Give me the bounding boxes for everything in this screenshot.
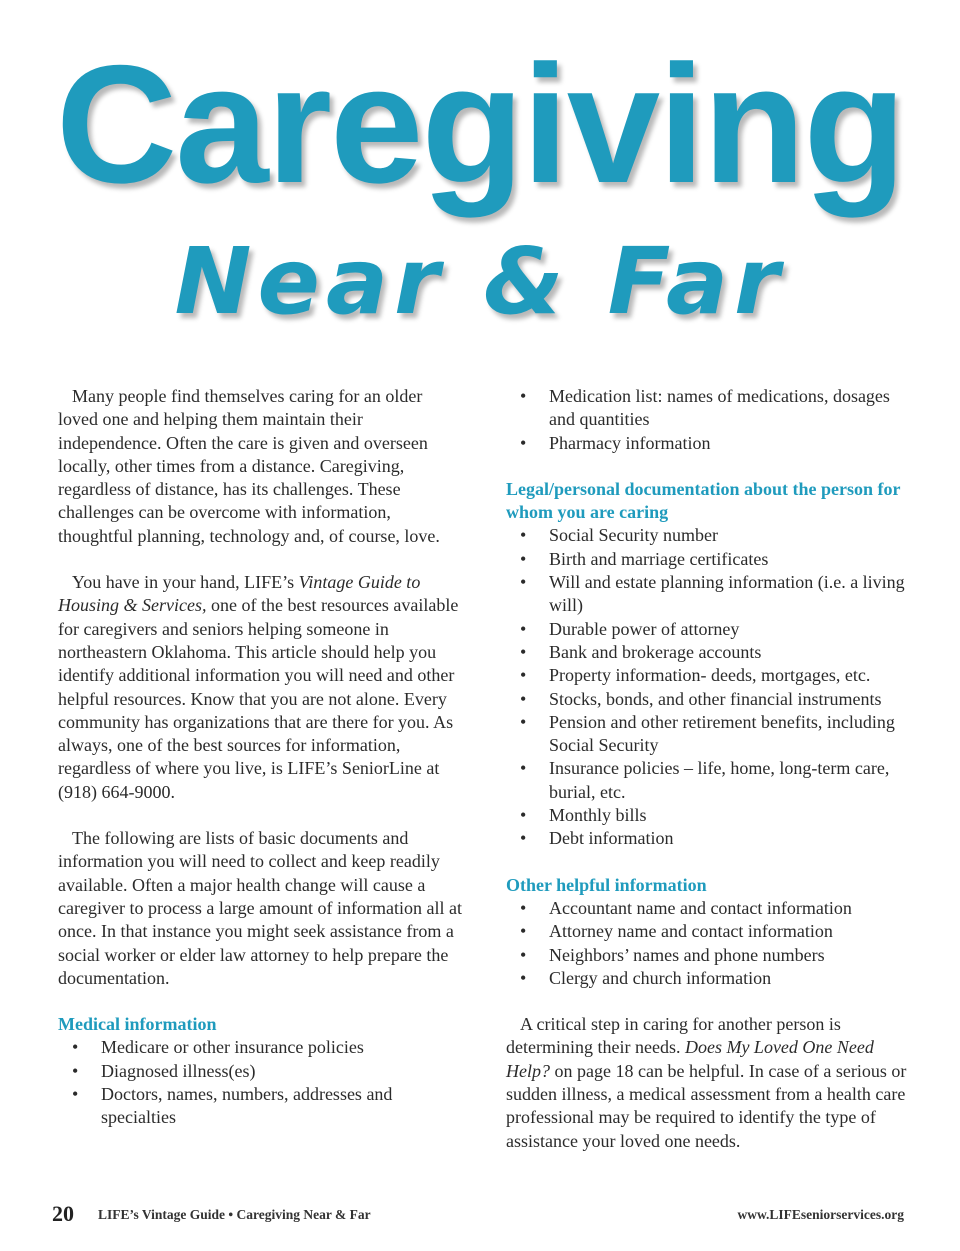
list-item: • Medicare or other insurance policies: [58, 1036, 463, 1059]
other-heading: Other helpful information: [506, 874, 707, 895]
other-list: [506, 897, 911, 990]
resource-paragraph-start: You have in your hand, LIFE’s: [72, 572, 299, 593]
page-number: 20: [52, 1201, 74, 1226]
list-item: • Stocks, bonds, and other financial instruments: [506, 688, 911, 711]
legal-heading: Legal/personal documentation about the person for whom you are caring: [506, 478, 901, 523]
resource-paragraph-end: one of the best resources available for caregivers and seniors helping someone in northeastern Oklahoma. This article should help you identify additional information you will need and other helpful resources. Know that you are not alone. Every community has organizations that are there for you. As always, one of the best sources for information, regardless of where you live, is LIFE’s SeniorLine at (918) 664-9000.: [58, 595, 459, 802]
footer-guide-title: LIFE’s Vintage Guide • Caregiving Near & Far: [98, 1207, 371, 1222]
page-footer: [52, 1201, 904, 1231]
right-column: [506, 385, 911, 1176]
intro-paragraph: Many people find themselves caring for an older loved one and helping them maintain their independence. Often the care is given and overseen locally, other times from a distance. Caregiving, regardless of distance, has its challenges. These challenges can be overcome with information, thoughtful planning, technology and, of course, love.: [58, 386, 440, 546]
list-item: • Neighbors’ names and phone numbers: [506, 944, 911, 967]
list-item: • Pension and other retirement benefits, including Social Security: [506, 711, 911, 758]
resource-paragraph: [58, 571, 463, 804]
page-subtitle: Near & Far: [174, 228, 786, 335]
closing-paragraph: [506, 1013, 911, 1153]
list-item: • Monthly bills: [506, 804, 911, 827]
list-item: • Doctors, names, numbers, addresses and specialties: [58, 1083, 463, 1130]
list-item: • Diagnosed illness(es): [58, 1060, 463, 1083]
medical-list-continued: [506, 385, 911, 455]
footer-website: www.LIFEseniorservices.org: [737, 1207, 904, 1222]
list-item: • Social Security number: [506, 524, 911, 547]
left-column: [58, 385, 463, 1153]
list-item: • Durable power of attorney: [506, 618, 911, 641]
legal-list: [506, 524, 911, 850]
list-item: • Medication list: names of medications, dosages and quantities: [506, 385, 911, 432]
list-item: • Birth and marriage certificates: [506, 548, 911, 571]
closing-paragraph-start: A critical step in caring for another person is determining their needs.: [506, 1014, 841, 1058]
list-item: • Property information- deeds, mortgages, etc.: [506, 664, 911, 687]
article-title-italic: Does My Loved One Need Help?: [506, 1037, 874, 1081]
medical-heading: Medical information: [58, 1014, 217, 1035]
list-item: • Pharmacy information: [506, 432, 911, 455]
documents-paragraph: The following are lists of basic documents and information you will need to collect and keep readily available. Often a major health change will cause a caregiver to process a large amount of information all at once. In that instance you might seek assistance from a social worker or elder law attorney to help prepare the documentation.: [58, 828, 463, 988]
list-item: • Accountant name and contact information: [506, 897, 911, 920]
list-item: • Insurance policies – life, home, long-term care, burial, etc.: [506, 757, 911, 804]
list-item: • Bank and brokerage accounts: [506, 641, 911, 664]
closing-paragraph-end: on page 18 can be helpful. In case of a serious or sudden illness, a medical assessment from a health care professional may be required to identify the type of assistance your loved one needs.: [506, 1060, 907, 1151]
list-item: • Clergy and church information: [506, 967, 911, 990]
guide-name-italic: Vintage Guide to Housing & Services,: [58, 572, 421, 616]
list-item: • Attorney name and contact information: [506, 920, 911, 943]
list-item: • Debt information: [506, 827, 911, 850]
list-item: • Will and estate planning information (i.e. a living will): [506, 571, 911, 618]
page-title: Caregiving: [55, 30, 905, 218]
medical-list: [58, 1036, 463, 1129]
